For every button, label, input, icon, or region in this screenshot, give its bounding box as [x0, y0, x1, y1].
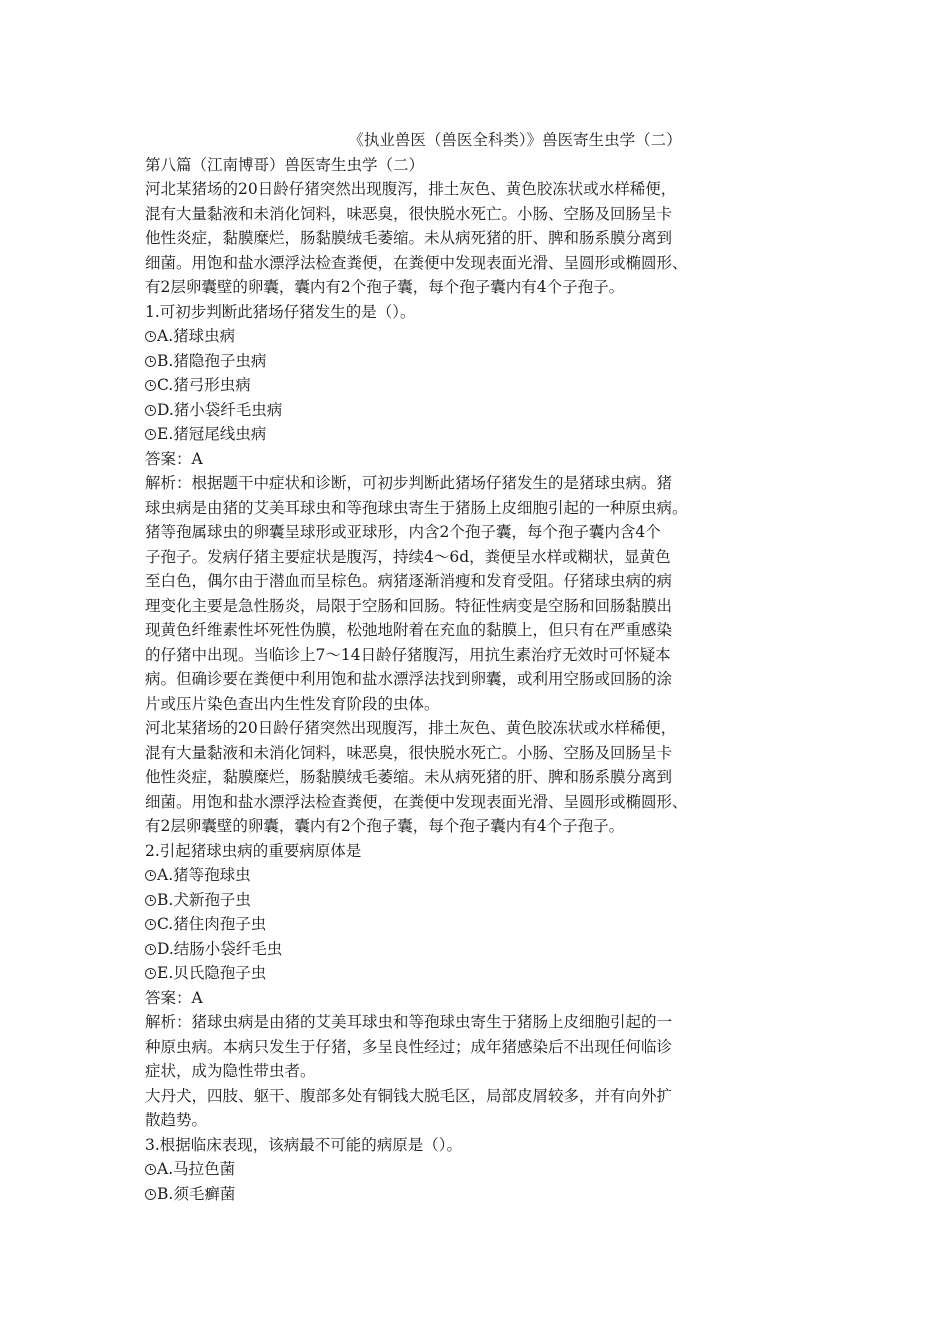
- case-line: 他性炎症，黏膜糜烂，肠黏膜绒毛萎缩。未从病死猪的肝、脾和肠系膜分离到: [145, 768, 673, 786]
- analysis-line: 猪等孢属球虫的卵囊呈球形或亚球形，内含2个孢子囊，每个孢子囊内含4个: [145, 523, 661, 541]
- case-line: 有2层卵囊壁的卵囊，囊内有2个孢子囊，每个孢子囊内有4个子孢子。: [145, 817, 625, 835]
- analysis-line: 解析：根据题干中症状和诊断，可初步判断此猪场仔猪发生的是猪球虫病。猪: [145, 474, 673, 492]
- case-line: 有2层卵囊壁的卵囊，囊内有2个孢子囊，每个孢子囊内有4个子孢子。: [145, 278, 625, 296]
- option-e[interactable]: [145, 422, 825, 447]
- analysis-text: [145, 471, 825, 716]
- question-text: 2.引起猪球虫病的重要病原体是: [145, 841, 362, 860]
- question-text: 1.可初步判断此猪场仔猪发生的是（）。: [145, 302, 416, 321]
- document-body: [145, 128, 825, 1206]
- radio-icon[interactable]: [145, 944, 156, 955]
- case-description: [145, 1084, 825, 1133]
- radio-icon[interactable]: [145, 405, 156, 416]
- answer-text: 答案：A: [145, 988, 203, 1007]
- analysis-line: 子孢子。发病仔猪主要症状是腹泻，持续4～6d，粪便呈水样或糊状，显黄色: [145, 547, 671, 566]
- analysis-line: 的仔猪中出现。当临诊上7～14日龄仔猪腹泻，用抗生素治疗无效时可怀疑本: [145, 645, 671, 664]
- case-line: 河北某猪场的20日龄仔猪突然出现腹泻，排土灰色、黄色胶冻状或水样稀便，: [145, 180, 677, 198]
- radio-icon[interactable]: [145, 968, 156, 979]
- case-line: 细菌。用饱和盐水漂浮法检查粪便，在粪便中发现表面光滑、呈圆形或椭圆形、: [145, 792, 688, 811]
- option-d[interactable]: [145, 398, 825, 423]
- option-b[interactable]: [145, 888, 825, 913]
- analysis-line: 种原虫病。本病只发生于仔猪，多呈良性经过；成年猪感染后不出现任何临诊: [145, 1037, 673, 1056]
- case-line: 河北某猪场的20日龄仔猪突然出现腹泻，排土灰色、黄色胶冻状或水样稀便，: [145, 719, 677, 737]
- radio-icon[interactable]: [145, 870, 156, 881]
- section-subtitle: 第八篇（江南博哥）兽医寄生虫学（二）: [145, 155, 425, 174]
- option-a[interactable]: [145, 1157, 825, 1182]
- analysis-line: 解析：猪球虫病是由猪的艾美耳球虫和等孢球虫寄生于猪肠上皮细胞引起的一: [145, 1013, 673, 1031]
- radio-icon[interactable]: [145, 1164, 156, 1175]
- option-c[interactable]: [145, 373, 825, 398]
- radio-icon[interactable]: [145, 1189, 156, 1200]
- radio-icon[interactable]: [145, 380, 156, 391]
- option-label: A.马拉色菌: [157, 1160, 236, 1178]
- analysis-line: 球虫病是由猪的艾美耳球虫和等孢球虫寄生于猪肠上皮细胞引起的一种原虫病。: [145, 498, 688, 517]
- case-line: 细菌。用饱和盐水漂浮法检查粪便，在粪便中发现表面光滑、呈圆形或椭圆形、: [145, 253, 688, 272]
- question-block-2: [145, 716, 825, 1084]
- option-e[interactable]: [145, 961, 825, 986]
- radio-icon[interactable]: [145, 919, 156, 930]
- option-c[interactable]: [145, 912, 825, 937]
- analysis-line: 病。但确诊要在粪便中利用饱和盐水漂浮法找到卵囊，或利用空肠或回肠的涂: [145, 670, 673, 688]
- analysis-line: 至白色，偶尔由于潜血而呈棕色。病猪逐渐消瘦和发育受阻。仔猪球虫病的病: [145, 572, 673, 590]
- radio-icon[interactable]: [145, 429, 156, 440]
- option-label: B.猪隐孢子虫病: [157, 351, 267, 370]
- radio-icon[interactable]: [145, 356, 156, 367]
- analysis-text: [145, 1010, 825, 1084]
- case-line: 他性炎症，黏膜糜烂，肠黏膜绒毛萎缩。未从病死猪的肝、脾和肠系膜分离到: [145, 229, 673, 247]
- option-label: A.猪球虫病: [157, 327, 236, 345]
- option-a[interactable]: [145, 324, 825, 349]
- case-line: 混有大量黏液和未消化饲料，味恶臭，很快脱水死亡。小肠、空肠及回肠呈卡: [145, 743, 673, 762]
- option-b[interactable]: [145, 1182, 825, 1207]
- option-label: E.贝氏隐孢子虫: [157, 964, 267, 982]
- case-description: [145, 716, 825, 839]
- question-block-1: [145, 177, 825, 716]
- option-label: B.犬新孢子虫: [157, 890, 251, 909]
- option-label: E.猪冠尾线虫病: [157, 425, 267, 443]
- document-title: 《执业兽医（兽医全科类）》兽医寄生虫学（二）: [348, 131, 682, 149]
- analysis-line: 理变化主要是急性肠炎，局限于空肠和回肠。特征性病变是空肠和回肠黏膜出: [145, 596, 673, 615]
- option-b[interactable]: [145, 349, 825, 374]
- option-label: D.猪小袋纤毛虫病: [157, 400, 283, 419]
- analysis-line: 片或压片染色查出内生性发育阶段的虫体。: [145, 694, 440, 713]
- option-label: B.须毛癣菌: [157, 1184, 236, 1203]
- option-label: C.猪弓形虫病: [157, 376, 251, 394]
- option-label: A.猪等孢球虫: [157, 866, 251, 884]
- case-line: 散趋势。: [145, 1111, 208, 1129]
- analysis-line: 症状，成为隐性带虫者。: [145, 1062, 316, 1080]
- option-d[interactable]: [145, 937, 825, 962]
- option-label: D.结肠小袋纤毛虫: [157, 939, 283, 958]
- question-text: 3.根据临床表现，该病最不可能的病原是（）。: [145, 1135, 463, 1154]
- option-a[interactable]: [145, 863, 825, 888]
- answer-text: 答案：A: [145, 449, 203, 468]
- case-description: [145, 177, 825, 300]
- question-block-3: [145, 1084, 825, 1207]
- analysis-line: 现黄色纤维素性坏死性伪膜，松弛地附着在充血的黏膜上，但只有在严重感染: [145, 621, 673, 639]
- option-label: C.猪住肉孢子虫: [157, 915, 267, 933]
- radio-icon[interactable]: [145, 331, 156, 342]
- radio-icon[interactable]: [145, 895, 156, 906]
- case-line: 混有大量黏液和未消化饲料，味恶臭，很快脱水死亡。小肠、空肠及回肠呈卡: [145, 204, 673, 223]
- case-line: 大丹犬，四肢、躯干、腹部多处有铜钱大脱毛区，局部皮屑较多，并有向外扩: [145, 1086, 673, 1105]
